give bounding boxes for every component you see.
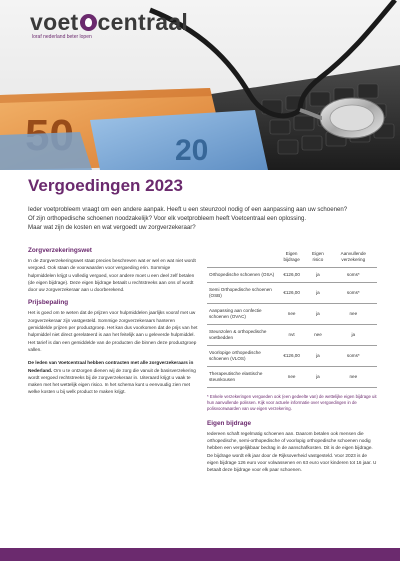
logo[interactable] <box>10 6 215 46</box>
cell-aanvullend: nee <box>330 367 377 388</box>
table-header-eigen-bijdrage: Eigen bijdrage <box>283 251 300 262</box>
heading-prijsbepaling: Prijsbepaling <box>28 299 69 307</box>
logo-foot-mark-icon <box>80 14 97 31</box>
footer-bar <box>0 548 400 561</box>
cell-eigen-bijdrage: €126,00 <box>277 268 306 283</box>
cell-product: Aanpassing aan confectie schoenen (OVAC) <box>207 304 277 325</box>
cell-eigen-bijdrage: €126,00 <box>277 346 306 367</box>
logo-tagline: loraf nederland beter lopen <box>32 34 92 40</box>
cell-aanvullend: soms* <box>330 268 377 283</box>
text-zorgverzekeringswet: In de Zorgverzekeringswet staat precies beschreven wat er wel en wat niet wordt vergoed. Ook staan de voorwaarden voor vergoeding erin. Sommige hulpmiddelen krijgt u volledig vergoed, voor andere moet u een deel zelf betalen (de eigen bijdrage). Deze eigen bijdrage betaalt u rechtstreeks aan ons of wordt door uw zorgverzekeraar aan u doorberekend. <box>28 258 196 293</box>
table-row <box>207 268 377 283</box>
table-header-aanvullende-verzekering: Aanvullende verzekering <box>340 251 366 262</box>
logo-word-centraal: centraal <box>97 9 189 35</box>
intro-line-3: Maar wat zijn de kosten en wat vergoedt uw zorgverzekeraar? <box>28 224 196 231</box>
cell-eigen-risico: nee <box>306 325 329 346</box>
cell-eigen-bijdrage: nee <box>277 304 306 325</box>
table-row <box>207 304 377 325</box>
table-header-row <box>207 250 377 268</box>
table-row <box>207 283 377 304</box>
cell-product: Steunzolen & orthopedische voetbedden <box>207 325 277 346</box>
cell-eigen-bijdrage: €126,00 <box>277 283 306 304</box>
cell-product: Therapeutische elastische steunkousen <box>207 367 277 388</box>
cell-eigen-risico: ja <box>306 346 329 367</box>
cell-eigen-risico: ja <box>306 283 329 304</box>
page-title: Vergoedingen 2023 <box>28 176 183 195</box>
right-column <box>207 250 377 479</box>
cell-aanvullend: soms* <box>330 283 377 304</box>
vergoedingen-table <box>207 250 377 388</box>
cell-aanvullend: soms* <box>330 346 377 367</box>
hero-image <box>0 0 400 170</box>
text-contracten-bold: De leden van Voetcentraal hebben contracten met alle zorgverzekeraars in Nederland. <box>28 360 194 373</box>
table-header-product <box>207 250 277 268</box>
cell-eigen-bijdrage: nvt <box>277 325 306 346</box>
table-footnote: * Enkele verzekeringen vergoeden ook (een gedeelte van) de wettelijke eigen bijdrage uit hun aanvullende polissen. Kijk voor actuele informatie over vergoedingen in de polisvoorwaarden van uw eigen verzekering. <box>207 394 377 411</box>
cell-eigen-risico: ja <box>306 304 329 325</box>
logo-wordmark <box>30 9 188 36</box>
text-prijsbepaling: Het is goed om te weten dat de prijzen voor hulpmiddelen jaarlijks vooraf met uw zorgverzekeraar zijn vastgesteld. Sommige zorgverzekeraars hanteren gemiddelde prijzen per productgroep. Het kan dus voorkomen dat de prijs van het hulpmiddel niet direct gerelateerd is aan het feitelijk aan u geleverde hulpmiddel. Het tarief is dan een gemiddelde van de producten die binnen deze productgroep vallen. <box>28 310 198 352</box>
heading-eigen-bijdrage: Eigen bijdrage <box>207 420 252 427</box>
cell-product: Voorlopige orthopedische schoenen (VLOS) <box>207 346 277 367</box>
cell-product: Semi Orthopedische schoenen (OSB) <box>207 283 277 304</box>
cell-eigen-bijdrage: nee <box>277 367 306 388</box>
svg-text:20: 20 <box>175 134 209 167</box>
text-eigen-bijdrage: Iedereen schaft regelmatig schoenen aan. Daarom betalen ook mensen die orthopedische, semi-orthopedische of voorlopig orthopedische schoenen nodig hebben een vergelijkbaar bedrag in de aanschafkosten. Dit is de eigen bijdrage. De bijdrage wordt elk jaar door de Rijksoverheid vastgesteld. Voor 2023 is de eigen bijdrage 126 euro voor volwassenen en 63 euro voor kinderen tot 16 jaar. U betaalt deze bijdrage voor elk paar schoenen. <box>207 431 377 473</box>
cell-eigen-risico: ja <box>306 367 329 388</box>
intro-line-1: Ieder voetprobleem vraagt om een andere aanpak. Heeft u een steunzool nodig of een aanpassing aan uw schoenen? <box>28 206 348 213</box>
table-row <box>207 346 377 367</box>
text-contracten <box>28 359 198 395</box>
text-contracten-body: Om u te ontzorgen dienen wij de zorg die vanuit de basisverzekering wordt vergoed rechtstreeks bij de zorgverzekeraar in. Uiteraard krijgt u vaak te maken met het wettelijk eigen risico. In het schema kunt u eenvoudig zien met welke kosten u bij welk product te maken krijgt. <box>28 367 196 395</box>
left-column <box>28 247 198 402</box>
table-header-eigen-risico: Eigen risico <box>312 251 324 262</box>
cell-aanvullend: ja <box>330 325 377 346</box>
intro-text <box>28 205 378 232</box>
heading-zorgverzekeringswet: Zorgverzekeringswet <box>28 247 92 254</box>
intro-line-2: Of zijn orthopedische schoenen noodzakelijk? Voor elk voetprobleem heeft Voetcentraal een oplossing. <box>28 215 307 222</box>
cell-aanvullend: nee <box>330 304 377 325</box>
logo-word-voet: voet <box>30 9 79 35</box>
table-row <box>207 325 377 346</box>
cell-product: Orthopedische schoenen (OSA) <box>207 268 277 283</box>
cell-eigen-risico: ja <box>306 268 329 283</box>
table-row <box>207 367 377 388</box>
